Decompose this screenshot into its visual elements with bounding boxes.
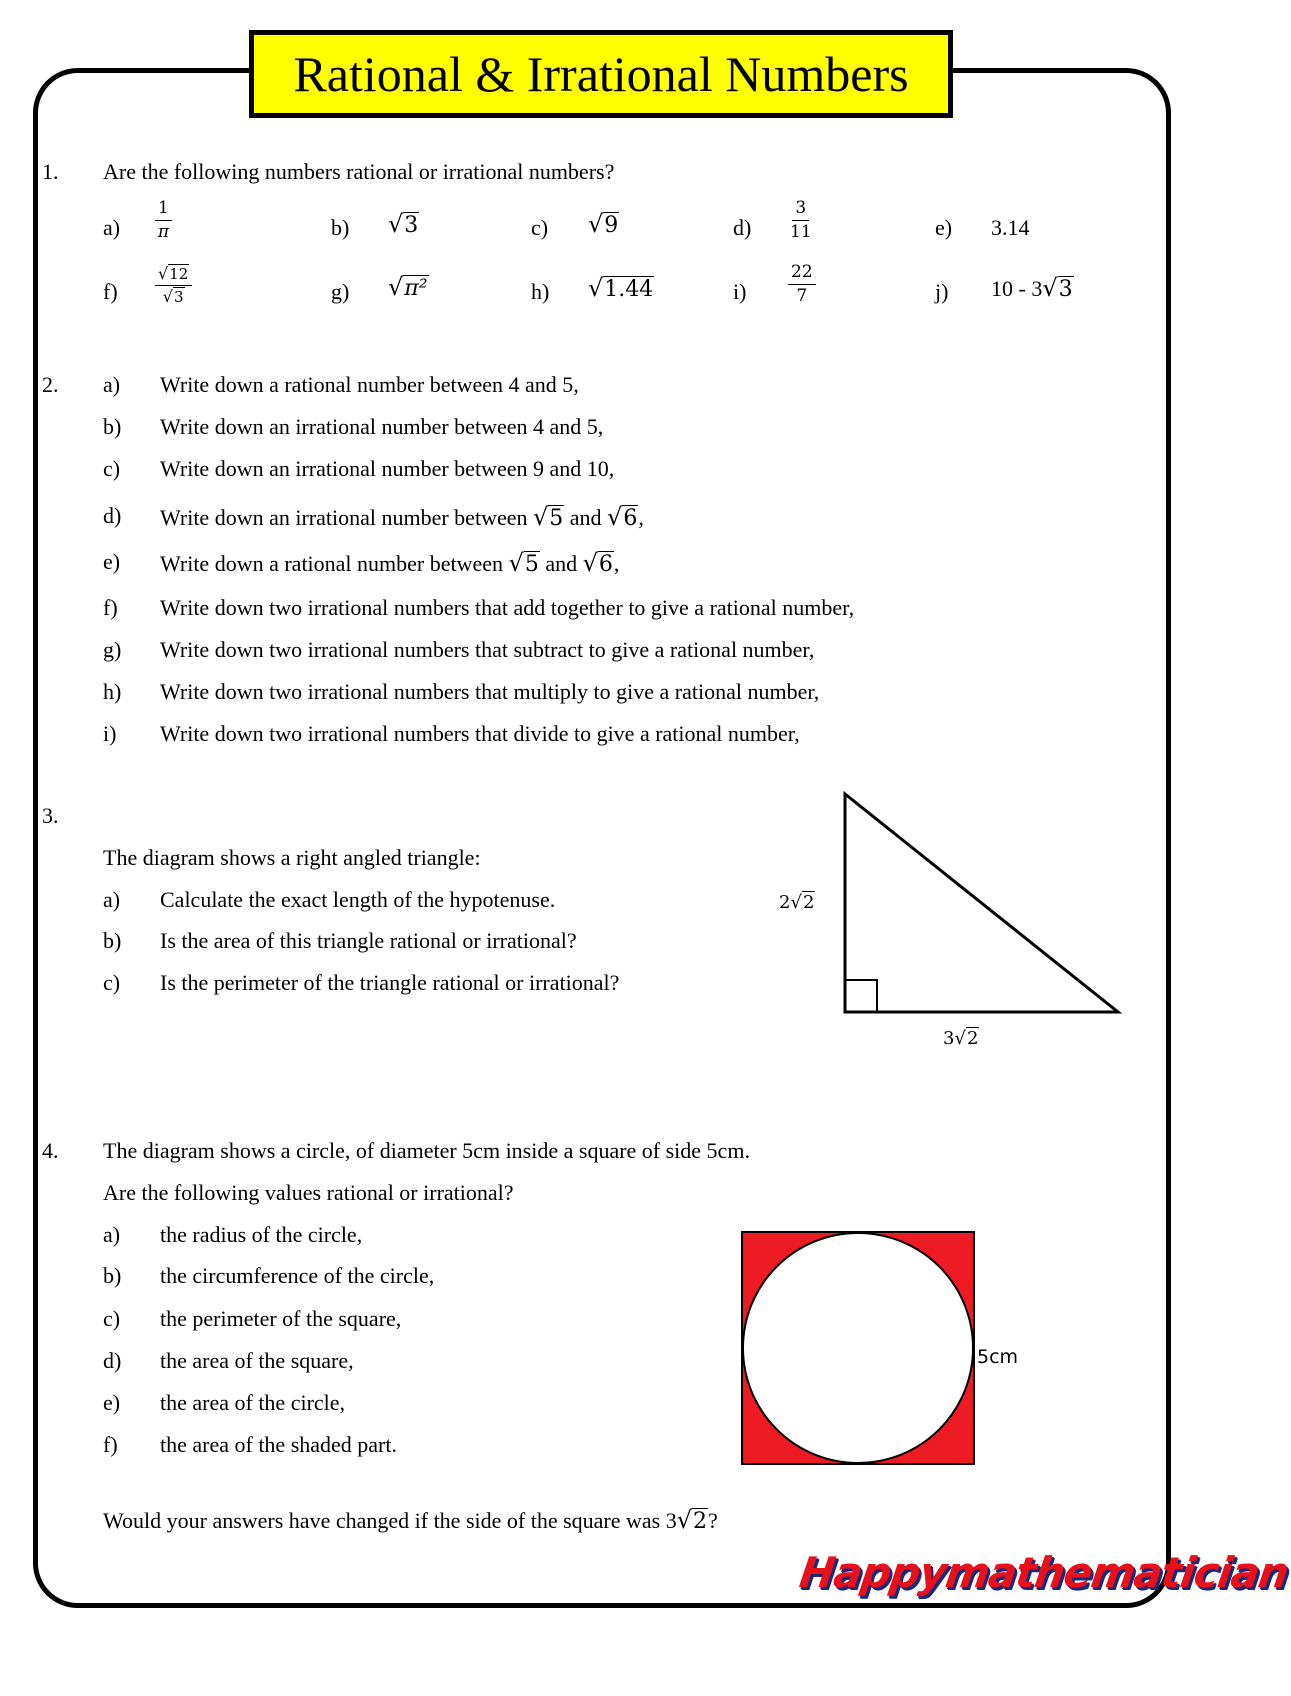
q2-e-pre: Write down a rational number between xyxy=(160,551,509,576)
q4-d-label: d) xyxy=(103,1348,122,1373)
title-text: Rational & Irrational Numbers xyxy=(293,46,909,102)
q2-i-label: i) xyxy=(103,721,117,746)
q2-i-text: Write down two irrational numbers that divide to give a rational number, xyxy=(160,721,800,746)
q4-f-text: the area of the shaded part. xyxy=(160,1432,397,1457)
q1-f-denominator-radicand: 3 xyxy=(173,288,184,306)
q2-d-mid: and xyxy=(564,505,608,530)
q1-c-radicand: 9 xyxy=(604,213,619,238)
q3-a-text: Calculate the exact length of the hypotenuse. xyxy=(160,887,556,912)
q2-h-label: h) xyxy=(103,679,122,704)
q1-d-denominator: 11 xyxy=(790,222,812,242)
horizontal-side-radicand: 2 xyxy=(966,1028,979,1049)
q2-d-text: Write down an irrational number between √5 and √6, xyxy=(160,503,644,531)
q1-a-numerator: 1 xyxy=(155,200,172,221)
q3-b-text: Is the area of this triangle rational or irrational? xyxy=(160,928,577,953)
q4-intro: The diagram shows a circle, of diameter 5cm inside a square of side 5cm. xyxy=(103,1138,750,1163)
q1-j-prefix: 10 - 3 xyxy=(991,276,1043,301)
q3-a-label: a) xyxy=(103,887,121,912)
q2-d-post: , xyxy=(638,505,644,530)
q1-b-radicand: 3 xyxy=(404,213,419,238)
q1-b-label: b) xyxy=(331,215,350,240)
q4-final-radicand: 2 xyxy=(693,1509,708,1534)
q1-i-label: i) xyxy=(733,279,747,304)
q4-e-text: the area of the circle, xyxy=(160,1390,346,1415)
q4-e-label: e) xyxy=(103,1390,121,1415)
q2-c-text: Write down an irrational number between 9 and 10, xyxy=(160,456,615,481)
q2-e-text: Write down a rational number between √5 and √6, xyxy=(160,549,620,577)
q3-c-label: c) xyxy=(103,970,121,995)
q4-final-post: ? xyxy=(708,1508,718,1533)
q1-i-numerator: 22 xyxy=(788,264,816,285)
q2-e-post: , xyxy=(613,551,620,576)
q1-a-label: a) xyxy=(103,215,121,240)
square-side-label: 5cm xyxy=(977,1346,1019,1368)
q2-h-text: Write down two irrational numbers that multiply to give a rational number, xyxy=(160,679,820,704)
question-1-prompt: Are the following numbers rational or irrational numbers? xyxy=(103,159,615,184)
q4-b-label: b) xyxy=(103,1263,122,1288)
q2-e-radicand-2: 6 xyxy=(598,552,613,577)
horizontal-side-coef: 3 xyxy=(943,1028,955,1049)
q2-e-label: e) xyxy=(103,549,121,574)
vertical-side-coef: 2 xyxy=(779,892,791,913)
q1-j-radicand: 3 xyxy=(1058,277,1073,302)
q3-b-label: b) xyxy=(103,928,122,953)
q4-c-text: the perimeter of the square, xyxy=(160,1306,402,1331)
q2-g-label: g) xyxy=(103,637,122,662)
q1-h-radicand: 1.44 xyxy=(604,277,654,302)
q2-d-label: d) xyxy=(103,503,122,528)
q1-f-numerator-radicand: 12 xyxy=(169,265,189,283)
question-3-number: 3. xyxy=(42,803,59,828)
q4-f-label: f) xyxy=(103,1432,118,1457)
q4-final-pre: Would your answers have changed if the side of the square was 3 xyxy=(103,1508,677,1533)
q4-b-text: the circumference of the circle, xyxy=(160,1263,435,1288)
q2-e-radicand-1: 5 xyxy=(524,552,539,577)
q1-d-label: d) xyxy=(733,215,752,240)
question-1-number: 1. xyxy=(42,159,59,184)
triangle-horizontal-side-label: 3√2 xyxy=(943,1028,979,1049)
q2-d-pre: Write down an irrational number between xyxy=(160,505,533,530)
q1-g-radicand: π² xyxy=(404,276,428,301)
brand-logo: Happymathematician xyxy=(796,1548,1291,1597)
right-angle-marker xyxy=(845,980,877,1012)
q2-d-radicand-2: 6 xyxy=(623,506,638,531)
q1-f-label: f) xyxy=(103,279,118,304)
q1-i-denominator: 7 xyxy=(796,286,808,306)
inscribed-circle xyxy=(743,1233,973,1463)
q2-d-radicand-1: 5 xyxy=(549,506,564,531)
q4-c-label: c) xyxy=(103,1306,121,1331)
question-2-number: 2. xyxy=(42,372,59,397)
q2-b-text: Write down an irrational number between 4 and 5, xyxy=(160,414,604,439)
q4-a-label: a) xyxy=(103,1222,121,1247)
triangle-vertical-side-label: 2√2 xyxy=(779,892,815,913)
q1-c-expression: √9 xyxy=(588,210,619,238)
q1-b-expression: √3 xyxy=(388,210,419,238)
q2-f-label: f) xyxy=(103,595,118,620)
q3-c-text: Is the perimeter of the triangle rational or irrational? xyxy=(160,970,620,995)
q4-d-text: the area of the square, xyxy=(160,1348,354,1373)
q1-f-expression: $\frac{√12}{√3}$ xyxy=(155,266,192,305)
q4-question: Are the following values rational or irrational? xyxy=(103,1180,514,1205)
circle-in-square-diagram xyxy=(740,1230,980,1470)
q2-a-text: Write down a rational number between 4 and 5, xyxy=(160,372,579,397)
q1-h-label: h) xyxy=(531,279,550,304)
q2-c-label: c) xyxy=(103,456,121,481)
triangle-shape xyxy=(845,794,1118,1012)
q1-j-label: j) xyxy=(935,279,949,304)
q4-final-question: Would your answers have changed if the side of the square was 3√2? xyxy=(103,1506,718,1534)
q2-a-label: a) xyxy=(103,372,121,397)
q4-a-text: the radius of the circle, xyxy=(160,1222,363,1247)
q2-e-mid: and xyxy=(539,551,583,576)
q2-f-text: Write down two irrational numbers that add together to give a rational number, xyxy=(160,595,855,620)
q1-j-expression: 10 - 3√3 xyxy=(991,274,1073,302)
question-4-number: 4. xyxy=(42,1138,59,1163)
q1-c-label: c) xyxy=(531,215,549,240)
q1-g-expression: √π² xyxy=(388,273,428,301)
q2-g-text: Write down two irrational numbers that subtract to give a rational number, xyxy=(160,637,815,662)
q1-a-denominator: π xyxy=(157,222,169,242)
q2-b-label: b) xyxy=(103,414,122,439)
vertical-side-radicand: 2 xyxy=(802,892,815,913)
q1-d-numerator: 3 xyxy=(792,200,809,221)
q1-h-expression: √1.44 xyxy=(588,274,654,302)
q1-e-value: 3.14 xyxy=(991,215,1030,240)
q1-e-label: e) xyxy=(935,215,953,240)
q3-intro: The diagram shows a right angled triangle: xyxy=(103,845,481,870)
q1-g-label: g) xyxy=(331,279,350,304)
